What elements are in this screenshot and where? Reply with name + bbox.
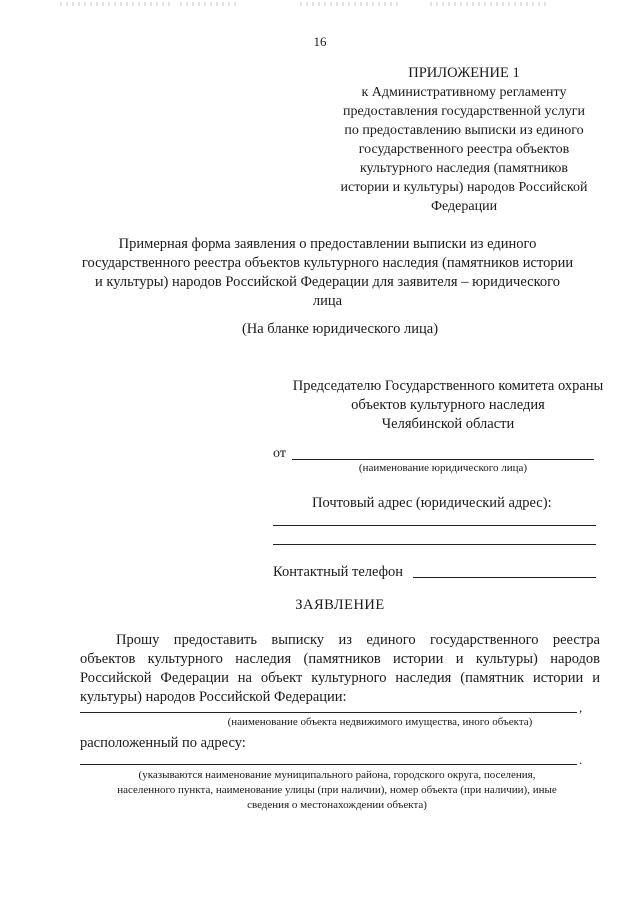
form-title-line: и культуры) народов Российской Федерации для заявителя – юридического [95, 274, 560, 290]
form-title [60, 235, 595, 311]
letterhead-note: (На бланке юридического лица) [241, 321, 439, 337]
form-title-line: Примерная форма заявления о предоставлении выписки из единого [118, 236, 537, 252]
form-title-line: лица [312, 293, 343, 309]
object-name-line[interactable] [80, 712, 577, 713]
appendix-line: предоставления государственной услуги [343, 104, 585, 119]
object-name-comma: , [579, 700, 583, 715]
postal-address-label: Почтовый адрес (юридический адрес): [312, 495, 552, 511]
scan-artifact [60, 2, 170, 6]
postal-address-line-1[interactable] [273, 525, 596, 526]
scan-artifact [180, 2, 240, 6]
appendix-header [308, 64, 620, 216]
location-address-period: . [579, 752, 583, 767]
addressee-block [262, 377, 634, 434]
location-caption-line: (указываются наименование муниципального района, городского округа, поселения, [138, 769, 536, 781]
location-caption-line: населенного пункта, наименование улицы (при наличии), номер объекта (при наличии), иные [117, 784, 557, 796]
page-number: 16 [313, 34, 327, 49]
request-paragraph [80, 631, 600, 707]
contact-phone-label: Контактный телефон [273, 564, 404, 580]
location-caption-line: сведения о местонахождении объекта) [247, 799, 427, 811]
request-line: объектов культурного наследия (памятников истории и культуры) народов [80, 651, 600, 667]
location-caption [72, 768, 602, 813]
location-address-line[interactable] [80, 764, 577, 765]
appendix-line: Федерации [430, 199, 498, 214]
document-heading: ЗАЯВЛЕНИЕ [295, 597, 385, 613]
from-caption: (наименование юридического лица) [358, 462, 528, 474]
request-line: культуры) народов Российской Федерации: [80, 689, 347, 705]
addressee-line: Председателю Государственного комитета охраны [292, 378, 604, 394]
from-input-line[interactable] [292, 459, 594, 460]
request-line: Прошу предоставить выписку из единого государственного реестра [116, 632, 600, 648]
appendix-title: ПРИЛОЖЕНИЕ 1 [408, 65, 520, 81]
appendix-line: культурного наследия (памятников [359, 161, 569, 176]
scan-artifact [300, 2, 400, 6]
appendix-line: к Административному регламенту [361, 85, 567, 100]
addressee-line: объектов культурного наследия [351, 397, 545, 413]
contact-phone-line[interactable] [413, 577, 596, 578]
scan-artifact [430, 2, 550, 6]
location-label: расположенный по адресу: [80, 735, 246, 751]
object-name-caption: (наименование объекта недвижимого имущества, иного объекта) [227, 716, 533, 728]
appendix-line: государственного реестра объектов [358, 142, 570, 157]
appendix-line: истории и культуры) народов Российской [340, 180, 588, 195]
postal-address-line-2[interactable] [273, 544, 596, 545]
addressee-line: Челябинской области [381, 416, 515, 432]
appendix-line: по предоставлению выписки из единого [344, 123, 584, 138]
request-line: Российской Федерации на объект культурного наследия (памятник истории и [80, 670, 600, 686]
from-label: от [273, 446, 286, 461]
form-title-line: государственного реестра объектов культурного наследия (памятников истории [81, 255, 574, 271]
